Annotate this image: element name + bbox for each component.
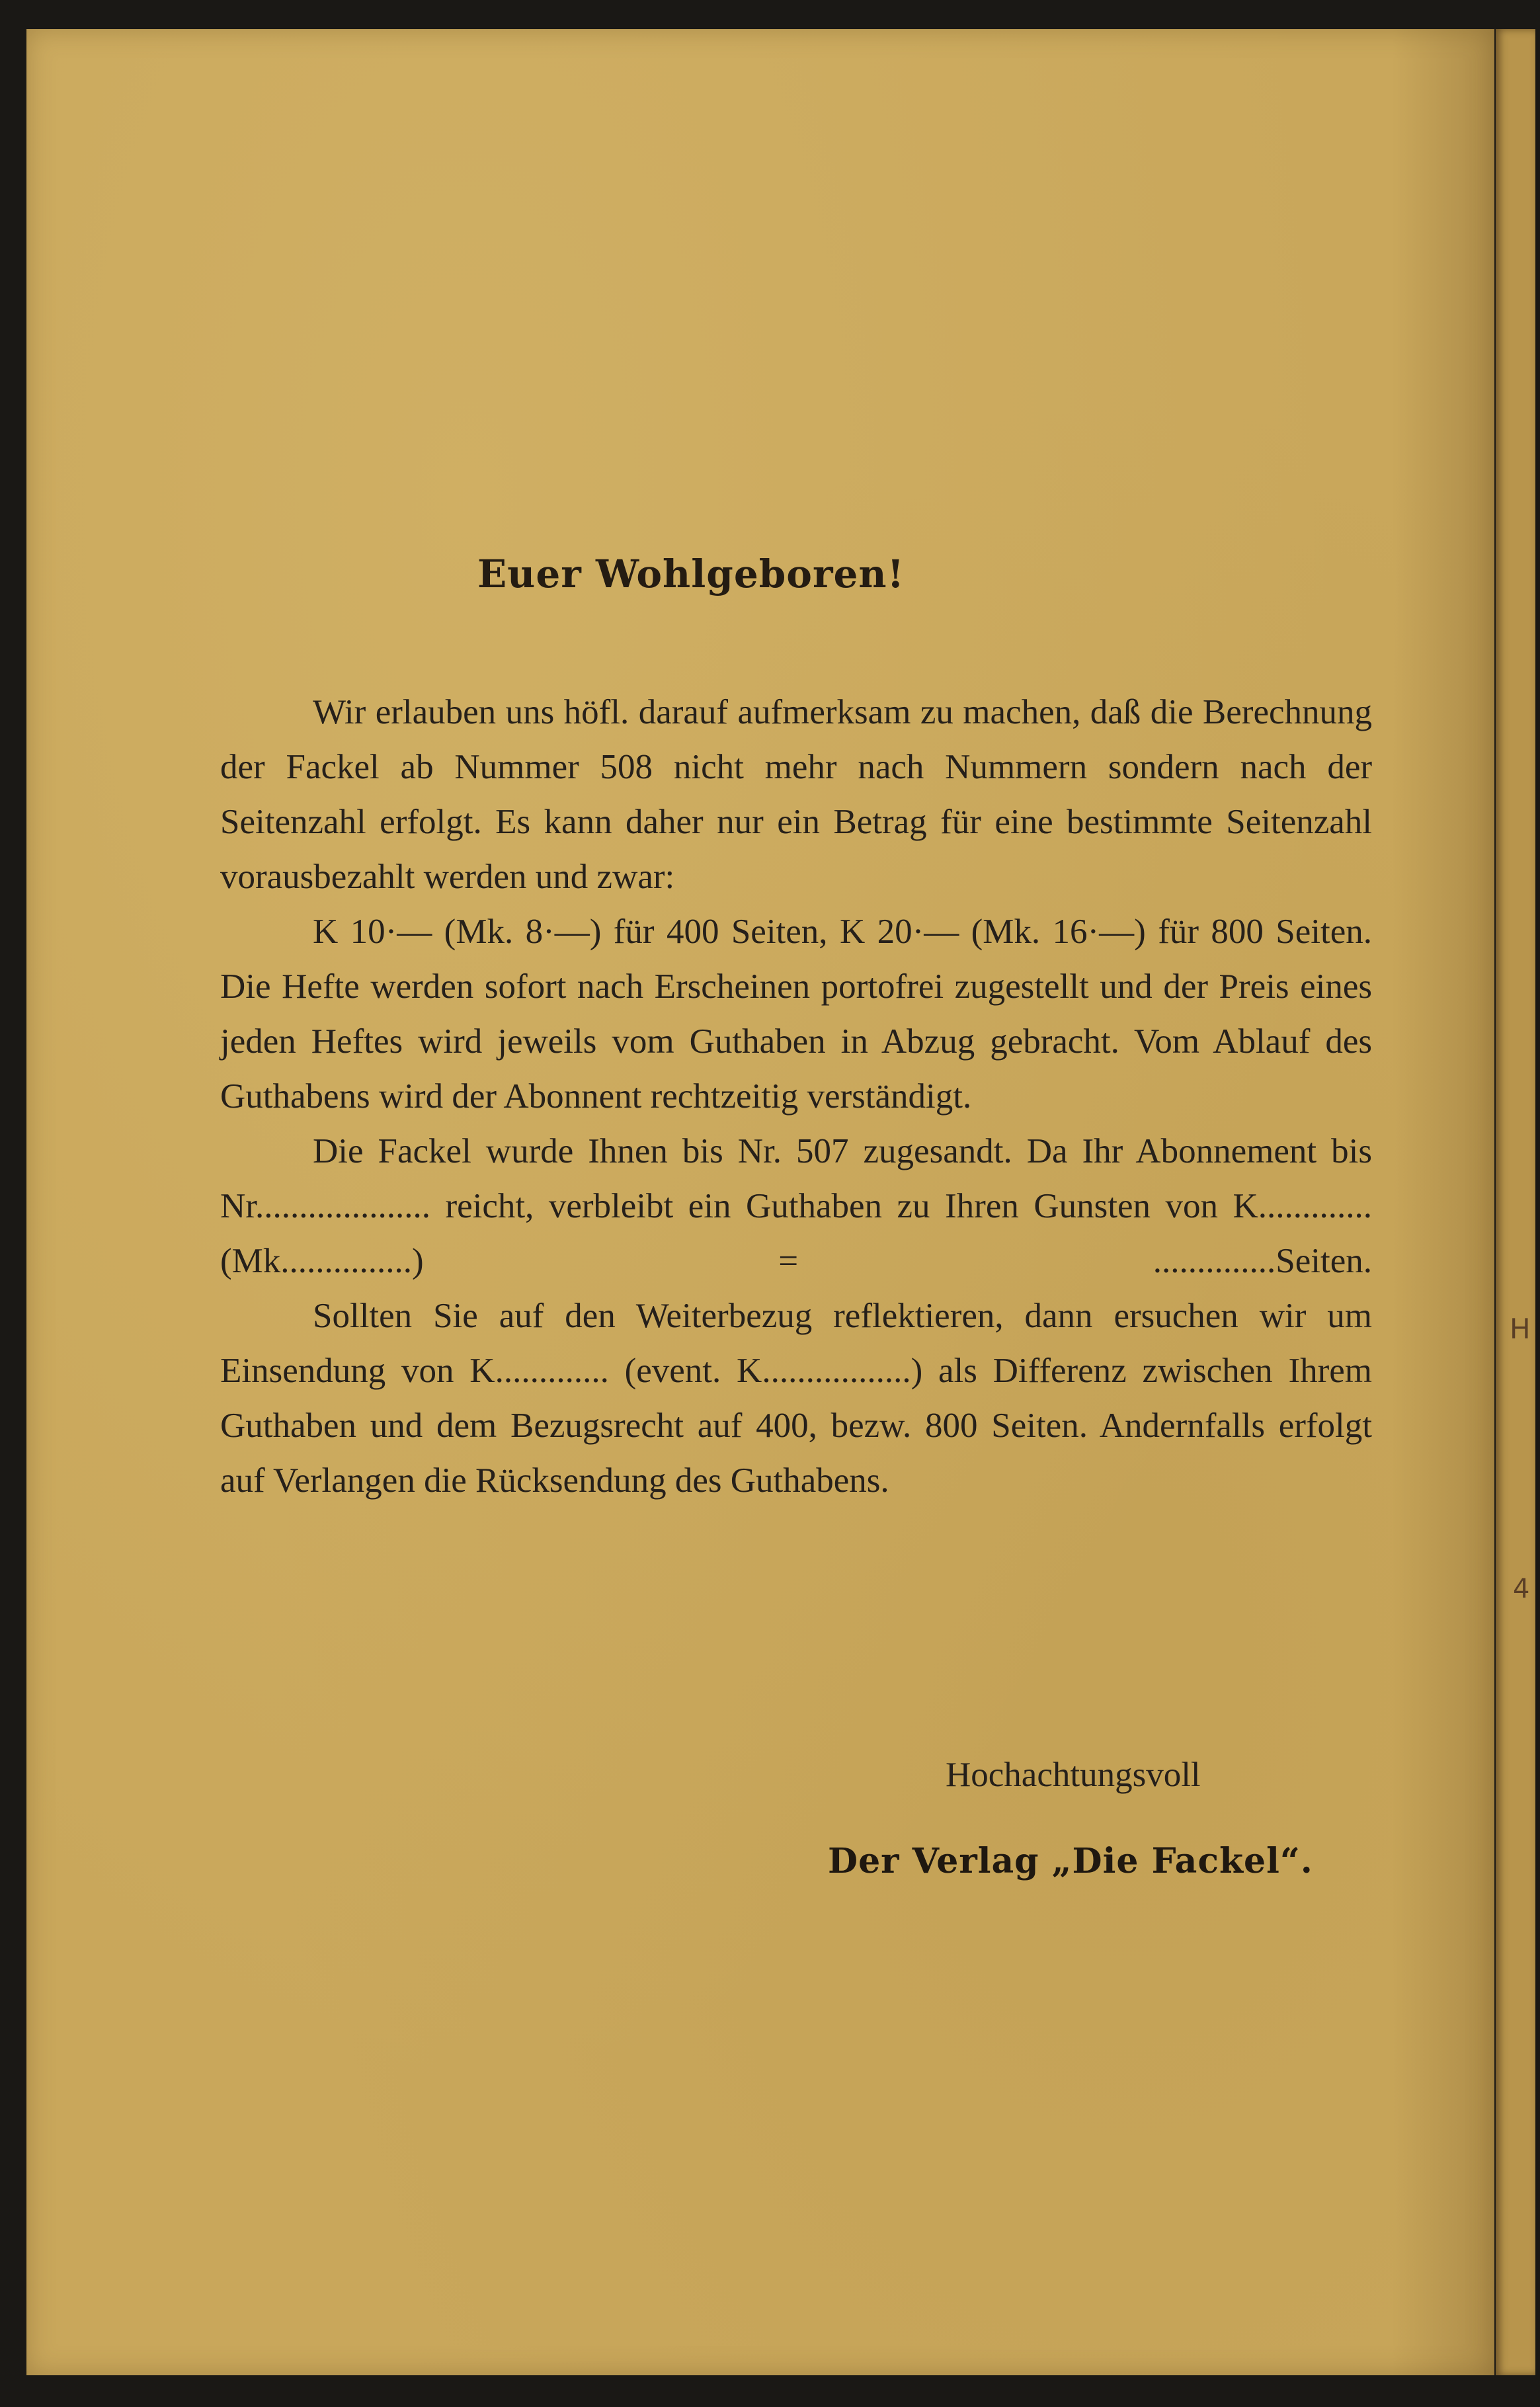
paragraph-2: K 10·— (Mk. 8·—) für 400 Seiten, K 20·— (Mk. 16·—) für 800 Seiten. Die Hefte werden sofort nach Erscheinen portofrei zugestellt und der Preis eines jeden Heftes wird jeweils vom Guthaben in Abzug gebracht. Vom Ablauf des Guthabens wird der Abonnent rechtzeitig verständigt.	[220, 913, 1372, 1116]
publisher-signature: Der Verlag „Die Fackel“.	[828, 1841, 1313, 1881]
salutation-heading: Euer Wohlgeboren!	[477, 551, 905, 596]
letter-body	[220, 685, 1372, 1508]
paragraph-4: Sollten Sie auf den Weiterbezug reflektieren, dann ersuchen wir um Einsendung von K............. (event. K.................) als Differenz zwischen Ihrem Guthaben und dem Bezugsrecht auf 400, bezw. 800 Seiten. Andernfalls erfolgt auf Verlangen die Rücksendung des Guthabens.	[220, 1297, 1372, 1500]
adjacent-page-edge	[1496, 29, 1535, 2375]
margin-handwriting-mark: 4	[1513, 1574, 1530, 1604]
paragraph-3: Die Fackel wurde Ihnen bis Nr. 507 zugesandt. Da Ihr Abonnement bis Nr.................... reicht, verbleibt ein Guthaben zu Ihren Gunsten von K............. (Mk...............) = ..............Seiten.	[220, 1132, 1372, 1280]
closing-phrase: Hochachtungsvoll	[946, 1756, 1201, 1794]
paragraph-1: Wir erlauben uns höfl. darauf aufmerksam zu machen, daß die Berechnung der Fackel ab Nummer 508 nicht mehr nach Nummern sondern nach der Seitenzahl erfolgt. Es kann daher nur ein Betrag für eine bestimmte Seitenzahl vorausbezahlt werden und zwar:	[220, 693, 1372, 896]
document-page	[26, 29, 1494, 2375]
margin-handwriting-mark: H	[1510, 1313, 1531, 1345]
